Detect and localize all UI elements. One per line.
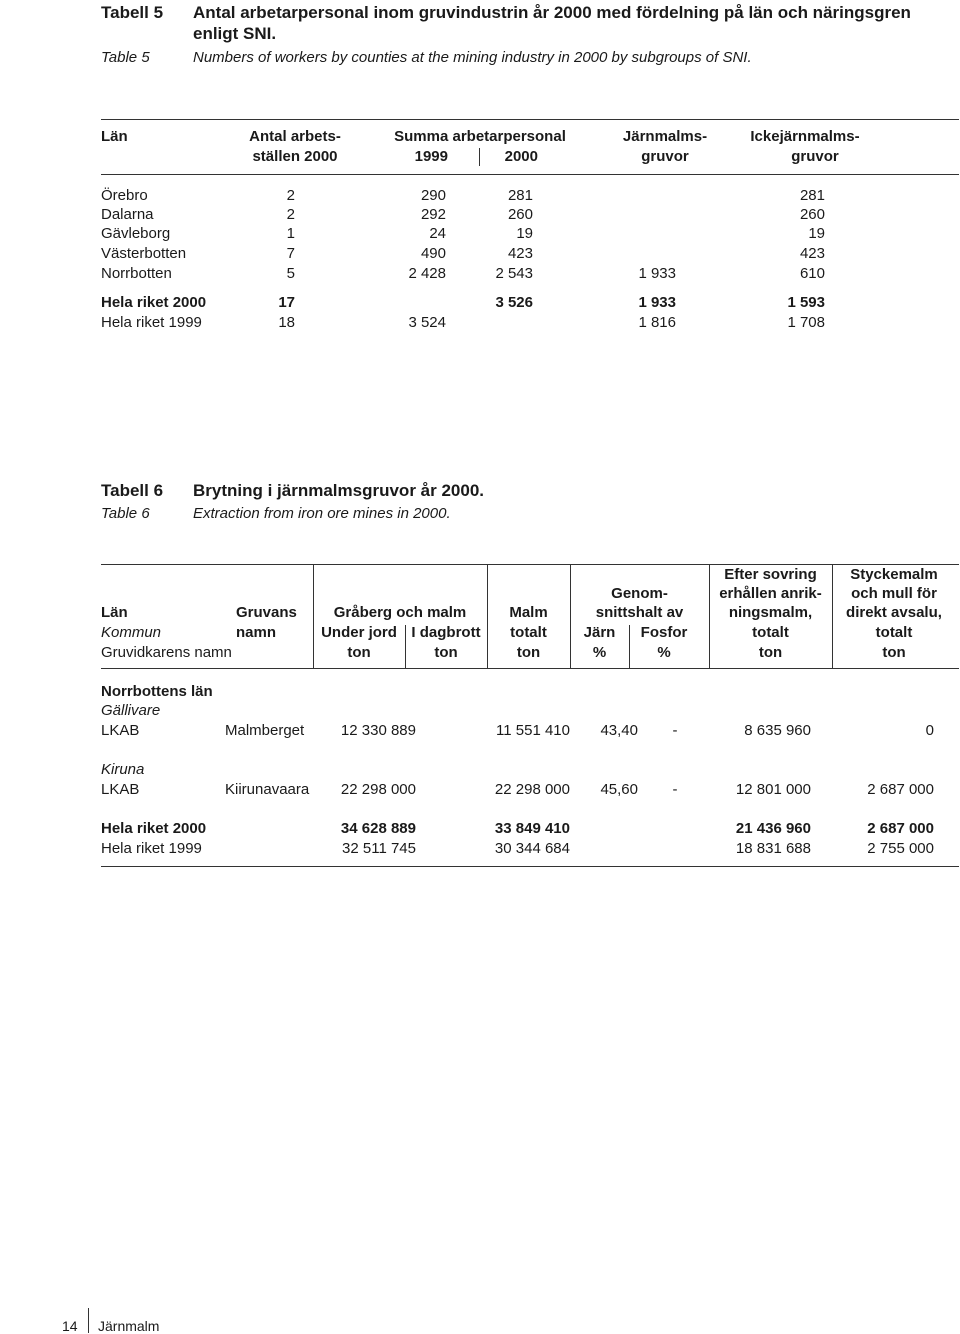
table6-header-ton: ton <box>516 644 541 661</box>
cell-1999: 490 <box>420 245 446 262</box>
table6-header-ton: ton <box>882 644 906 661</box>
cell-icke: 610 <box>799 265 825 282</box>
cell-malm: 30 344 684 <box>494 840 570 857</box>
table6-header-efter-2: erhållen anrik- <box>719 585 822 602</box>
table5-header-icke-2: gruvor <box>791 148 839 165</box>
table6-title-en: Extraction from iron ore mines in 2000. <box>193 505 451 522</box>
cell-icke: 1 708 <box>787 314 825 331</box>
table6-header-under-jord: Under jord <box>321 624 397 641</box>
table6-label: Tabell 6 <box>101 481 164 500</box>
cell-icke: 281 <box>799 187 825 204</box>
table5-header-icke-1: Ickejärnmalms- <box>750 128 860 145</box>
cell-2000: 2 543 <box>495 265 533 282</box>
table5-header-2000: 2000 <box>504 148 538 165</box>
table6-header-rule <box>101 668 959 669</box>
table6-header-gruvidkarens: Gruvidkarens namn <box>101 644 232 661</box>
table6-header-fosfor: Fosfor <box>640 624 688 641</box>
table5-header-rule <box>101 174 959 175</box>
table6-header-graberg: Gråberg och malm <box>333 604 467 621</box>
table6-header-namn: namn <box>236 624 277 641</box>
cell-malm: 33 849 410 <box>494 820 570 837</box>
cell-2000: 281 <box>507 187 533 204</box>
cell-under-jord: 22 298 000 <box>340 781 416 798</box>
table6-header-malm: Malm <box>509 604 548 621</box>
cell-under-jord: 32 511 745 <box>342 840 416 857</box>
table6-header-ton: ton <box>758 644 783 661</box>
cell-lan: Hela riket 2000 <box>101 294 207 311</box>
cell-jarn: 43,40 <box>600 722 638 739</box>
cell-lan: Västerbotten <box>101 245 187 262</box>
table5-label-en: Table 5 <box>101 49 150 66</box>
cell-icke: 1 593 <box>787 294 825 311</box>
table5-title-line2: enligt SNI. <box>193 24 277 43</box>
table6-header-totalt: totalt <box>752 624 789 641</box>
table6-label-en: Table 6 <box>101 505 150 522</box>
table6-header-i-dagbrott: I dagbrott <box>411 624 481 641</box>
cell-1999: 24 <box>429 225 446 242</box>
cell-jarn: 1 816 <box>638 314 676 331</box>
table6-header-jarn: Järn <box>583 624 616 641</box>
section-norrbottens: Norrbottens län <box>101 683 213 700</box>
table6-header-totalt: totalt <box>510 624 547 641</box>
table6-header-genom: Genom- <box>611 585 668 602</box>
cell-lan: Örebro <box>101 187 148 204</box>
cell-1999: 292 <box>420 206 446 223</box>
cell-under-jord: 12 330 889 <box>340 722 416 739</box>
cell-antal: 7 <box>286 245 295 262</box>
cell-lan: Gävleborg <box>101 225 171 242</box>
table5-header-summa: Summa arbetarpersonal <box>394 128 566 145</box>
cell-antal: 2 <box>286 206 295 223</box>
cell-lan: Norrbotten <box>101 265 172 282</box>
table6-header-ton: ton <box>347 644 371 661</box>
table5-label: Tabell 5 <box>101 3 164 22</box>
cell-2000: 260 <box>507 206 533 223</box>
cell-antal: 17 <box>278 294 295 311</box>
table6-header-totalt: totalt <box>875 624 913 641</box>
cell-anrik: 8 635 960 <box>744 722 811 739</box>
table6-header-lan: Län <box>101 604 128 621</box>
footer-section: Järnmalm <box>98 1318 160 1334</box>
cell-1999: 3 524 <box>408 314 446 331</box>
table5-title-en: Numbers of workers by counties at the mining industry in 2000 by subgroups of SNI. <box>193 49 752 66</box>
cell-styck: 2 687 000 <box>867 820 934 837</box>
table6-header-pct: % <box>657 644 671 661</box>
table5-header-1999: 1999 <box>414 148 448 165</box>
table5-header-antal-2: ställen 2000 <box>252 148 338 165</box>
cell-antal: 2 <box>286 187 295 204</box>
table6-header-ton: ton <box>434 644 458 661</box>
cell-2000: 423 <box>507 245 533 262</box>
cell-gruva: Kiirunavaara <box>225 781 310 798</box>
cell-icke: 260 <box>799 206 825 223</box>
table5-header-jarn-2: gruvor <box>641 148 689 165</box>
cell-lan: Dalarna <box>101 206 154 223</box>
cell-antal: 18 <box>278 314 295 331</box>
cell-fosfor: - <box>672 722 678 739</box>
cell-anrik: 21 436 960 <box>735 820 811 837</box>
table5-title-line1: Antal arbetarpersonal inom gruvindustrin år 2000 med fördelning på län och näringsgren <box>193 3 911 22</box>
cell-1999: 290 <box>420 187 446 204</box>
cell-malm: 11 551 410 <box>496 722 570 739</box>
table6-top-rule <box>101 564 959 565</box>
cell-anrik: 18 831 688 <box>735 840 811 857</box>
cell-icke: 19 <box>808 225 825 242</box>
cell-1999: 2 428 <box>408 265 446 282</box>
cell-jarn: 1 933 <box>638 294 676 311</box>
page-number: 14 <box>62 1318 78 1334</box>
cell-label: Hela riket 2000 <box>101 820 207 837</box>
cell-label: Hela riket 1999 <box>101 840 202 857</box>
cell-under-jord: 34 628 889 <box>340 820 416 837</box>
section-gallivare: Gällivare <box>101 702 161 719</box>
table5-header-antal-1: Antal arbets- <box>249 128 341 145</box>
cell-antal: 1 <box>286 225 295 242</box>
cell-styck: 2 755 000 <box>867 840 934 857</box>
cell-styck: 2 687 000 <box>867 781 934 798</box>
cell-2000: 19 <box>516 225 533 242</box>
cell-anrik: 12 801 000 <box>735 781 811 798</box>
table6-header-efter-1: Efter sovring <box>724 566 817 583</box>
cell-antal: 5 <box>286 265 295 282</box>
table6-header-styck-3: direkt avsalu, <box>846 604 942 621</box>
table6-header-efter-3: ningsmalm, <box>728 604 813 621</box>
table6-header-snittshalt: snittshalt av <box>595 604 684 621</box>
cell-fosfor: - <box>672 781 678 798</box>
cell-2000: 3 526 <box>495 294 533 311</box>
cell-bolag: LKAB <box>101 781 140 798</box>
cell-icke: 423 <box>799 245 825 262</box>
table6-title: Brytning i järnmalmsgruvor år 2000. <box>193 481 484 500</box>
cell-styck: 0 <box>925 722 934 739</box>
cell-gruva: Malmberget <box>225 722 305 739</box>
table6-header-kommun: Kommun <box>101 624 162 641</box>
section-kiruna: Kiruna <box>101 761 145 778</box>
table6-header-styck-2: och mull för <box>851 585 937 602</box>
footer-divider <box>88 1308 89 1333</box>
cell-jarn: 1 933 <box>638 265 676 282</box>
cell-jarn: 45,60 <box>600 781 638 798</box>
table5-header-jarn-1: Järnmalms- <box>622 128 708 145</box>
table6-bottom-rule <box>101 866 959 867</box>
table6-header-pct: % <box>592 644 607 661</box>
cell-lan: Hela riket 1999 <box>101 314 202 331</box>
table5-top-rule <box>101 119 959 120</box>
cell-malm: 22 298 000 <box>494 781 570 798</box>
table6-header-gruvans: Gruvans <box>236 604 297 621</box>
cell-bolag: LKAB <box>101 722 140 739</box>
table6-header-styck-1: Styckemalm <box>850 566 938 583</box>
table5-header-lan: Län <box>101 128 128 145</box>
